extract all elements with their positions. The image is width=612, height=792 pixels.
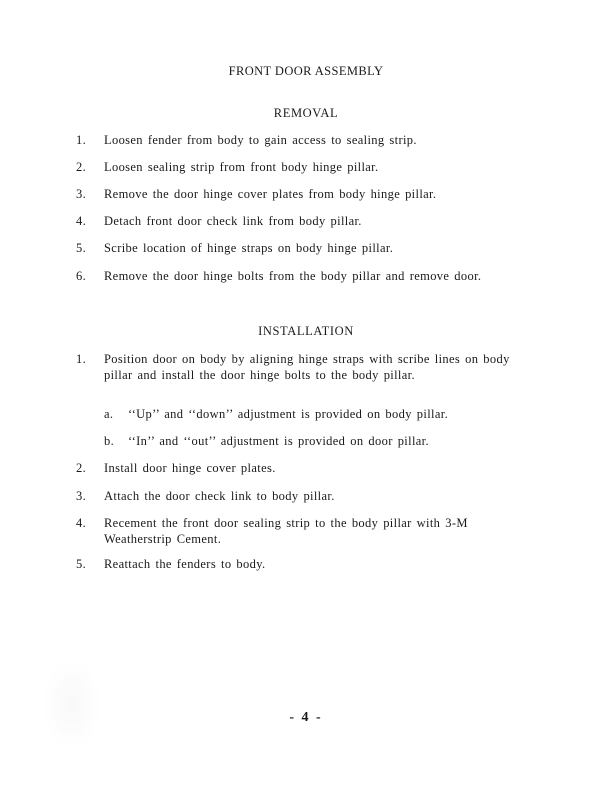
installation-step <box>76 557 516 573</box>
substep-letter: b. <box>104 434 115 448</box>
page-number: - 4 - <box>289 710 323 725</box>
scan-smudge <box>42 660 102 750</box>
step-number: 2. <box>76 461 87 475</box>
page-title: FRONT DOOR ASSEMBLY <box>228 64 384 78</box>
step-text: Remove the door hinge cover plates from body hinge pillar. <box>104 187 437 201</box>
removal-step <box>76 214 516 230</box>
removal-heading: REMOVAL <box>273 106 339 120</box>
substep-text: ‘‘Up’’ and ‘‘down’’ adjustment is provided on body pillar. <box>128 407 449 421</box>
step-number: 2. <box>76 160 87 174</box>
installation-substep <box>104 434 524 450</box>
step-number: 5. <box>76 557 87 571</box>
installation-step <box>76 461 516 477</box>
step-text: Position door on body by aligning hinge straps with scribe lines on body pillar and install the door hinge bolts to the body pillar. <box>104 352 510 382</box>
step-text: Scribe location of hinge straps on body hinge pillar. <box>104 241 394 255</box>
removal-step <box>76 269 516 285</box>
step-text: Reattach the fenders to body. <box>104 557 266 571</box>
step-text: Attach the door check link to body pillar. <box>104 489 335 503</box>
installation-heading: INSTALLATION <box>258 324 354 338</box>
step-text: Recement the front door sealing strip to the body pillar with 3-M Weatherstrip Cement. <box>104 516 468 546</box>
installation-step <box>76 489 516 505</box>
step-text: Install door hinge cover plates. <box>104 461 276 475</box>
substep-text: ‘‘In’’ and ‘‘out’’ adjustment is provided on door pillar. <box>128 434 429 448</box>
removal-step <box>76 133 516 149</box>
installation-step <box>76 352 516 383</box>
step-text: Detach front door check link from body pillar. <box>104 214 362 228</box>
installation-substep <box>104 407 524 423</box>
step-number: 5. <box>76 241 87 255</box>
removal-step <box>76 160 516 176</box>
step-text: Loosen fender from body to gain access to sealing strip. <box>104 133 417 147</box>
step-number: 3. <box>76 187 87 201</box>
step-number: 3. <box>76 489 87 503</box>
step-number: 4. <box>76 516 87 530</box>
step-text: Remove the door hinge bolts from the body pillar and remove door. <box>104 269 482 283</box>
step-number: 6. <box>76 269 87 283</box>
substep-letter: a. <box>104 407 114 421</box>
step-number: 1. <box>76 352 87 366</box>
step-number: 4. <box>76 214 87 228</box>
installation-step <box>76 516 516 547</box>
removal-step <box>76 241 516 257</box>
step-number: 1. <box>76 133 87 147</box>
removal-step <box>76 187 516 203</box>
step-text: Loosen sealing strip from front body hinge pillar. <box>104 160 379 174</box>
